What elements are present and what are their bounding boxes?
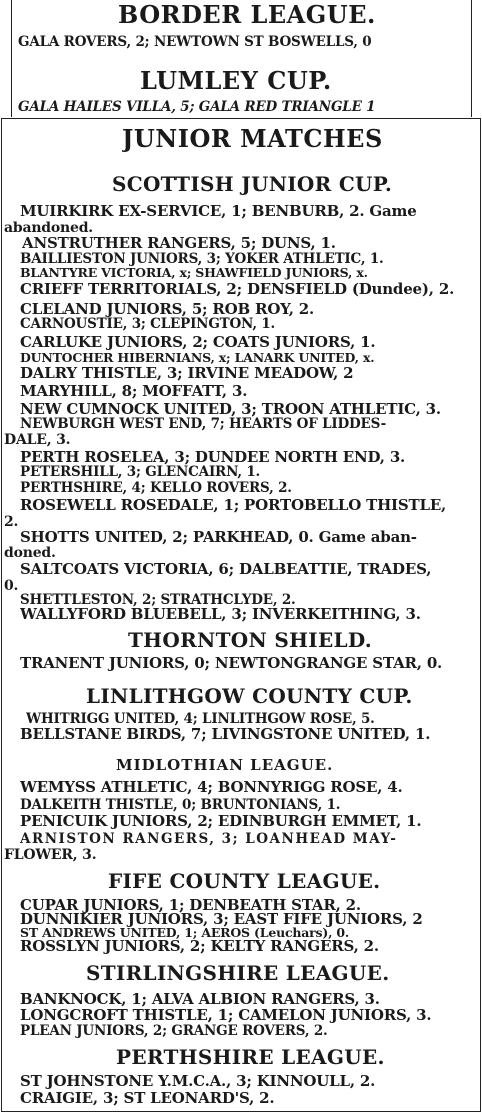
junior-matches-heading: JUNIOR MATCHES [122, 124, 383, 153]
result-line: WHITRIGG UNITED, 4; LINLITHGOW ROSE, 5. [26, 711, 375, 727]
result-line: DALKEITH THISTLE, 0; BRUNTONIANS, 1. [20, 797, 341, 813]
border-league-result: GALA ROVERS, 2; NEWTOWN ST BOSWELLS, 0 [18, 34, 372, 50]
result-line: CRAIGIE, 3; ST LEONARD'S, 2. [20, 1089, 275, 1107]
midlothian-league-heading: MIDLOTHIAN LEAGUE. [116, 756, 334, 774]
result-line: ST JOHNSTONE Y.M.C.A., 3; KINNOULL, 2. [20, 1072, 376, 1090]
result-line-continued: doned. [4, 545, 56, 561]
result-line: ROSSLYN JUNIORS, 2; KELTY RANGERS, 2. [20, 937, 379, 955]
result-line-continued: DALE, 3. [4, 432, 71, 448]
result-line-continued: 2. [4, 514, 19, 530]
result-line: DALRY THISTLE, 3; IRVINE MEADOW, 2 [20, 364, 354, 382]
result-line: PETERSHILL, 3; GLENCAIRN, 1. [20, 464, 261, 480]
result-line: SALTCOATS VICTORIA, 6; DALBEATTIE, TRADES, [20, 560, 432, 578]
linlithgow-county-cup-heading: LINLITHGOW COUNTY CUP. [86, 684, 413, 708]
result-line: ANSTRUTHER RANGERS, 5; DUNS, 1. [22, 234, 336, 252]
border-league-heading: BORDER LEAGUE. [118, 0, 376, 29]
result-line: SHETTLESTON, 2; STRATHCLYDE, 2. [20, 592, 296, 608]
lumley-cup-heading: LUMLEY CUP. [140, 66, 332, 95]
result-line: BELLSTANE BIRDS, 7; LIVINGSTONE UNITED, 1. [20, 725, 431, 743]
result-line: ROSEWELL ROSEDALE, 1; PORTOBELLO THISTLE, [20, 496, 447, 514]
scottish-junior-cup-heading: SCOTTISH JUNIOR CUP. [112, 172, 393, 196]
result-line: CLELAND JUNIORS, 5; ROB ROY, 2. [20, 300, 315, 318]
fife-county-league-heading: FIFE COUNTY LEAGUE. [108, 869, 381, 893]
result-line: DUNNIKIER JUNIORS, 3; EAST FIFE JUNIORS, 2 [20, 910, 423, 928]
result-line: BANKNOCK, 1; ALVA ALBION RANGERS, 3. [20, 990, 380, 1008]
result-line: DUNTOCHER HIBERNIANS, x; LANARK UNITED, x. [20, 350, 375, 365]
result-line: MARYHILL, 8; MOFFATT, 3. [20, 382, 248, 400]
thornton-shield-heading: THORNTON SHIELD. [128, 628, 373, 652]
lumley-cup-result: GALA HAILES VILLA, 5; GALA RED TRIANGLE 1 [18, 99, 376, 115]
result-line: NEW CUMNOCK UNITED, 3; TROON ATHLETIC, 3. [20, 400, 441, 418]
result-line: MUIRKIRK EX-SERVICE, 1; BENBURB, 2. Game [20, 202, 417, 220]
result-line: PLEAN JUNIORS, 2; GRANGE ROVERS, 2. [20, 1023, 328, 1039]
result-line: NEWBURGH WEST END, 7; HEARTS OF LIDDES- [20, 416, 387, 432]
result-line: ST ANDREWS UNITED, 1; AEROS (Leuchars), 0. [20, 925, 350, 940]
result-line: WEMYSS ATHLETIC, 4; BONNYRIGG ROSE, 4. [20, 778, 403, 796]
result-line: CARNOUSTIE, 3; CLEPINGTON, 1. [20, 316, 276, 332]
result-line-continued: FLOWER, 3. [4, 847, 97, 863]
result-line: BLANTYRE VICTORIA, x; SHAWFIELD JUNIORS, x. [20, 265, 368, 280]
result-line-continued: 0. [4, 578, 19, 594]
result-line: TRANENT JUNIORS, 0; NEWTONGRANGE STAR, 0. [20, 654, 443, 672]
perthshire-league-heading: PERTHSHIRE LEAGUE. [116, 1045, 385, 1069]
result-line: SHOTTS UNITED, 2; PARKHEAD, 0. Game aban- [20, 528, 417, 546]
result-line: PERTHSHIRE, 4; KELLO ROVERS, 2. [20, 480, 292, 496]
result-line: CUPAR JUNIORS, 1; DENBEATH STAR, 2. [20, 896, 361, 914]
result-line: PENICUIK JUNIORS, 2; EDINBURGH EMMET, 1. [20, 812, 422, 830]
result-line: CARLUKE JUNIORS, 2; COATS JUNIORS, 1. [20, 333, 376, 351]
result-line: CRIEFF TERRITORIALS, 2; DENSFIELD (Dundee), 2. [20, 280, 455, 298]
result-line: ARNISTON RANGERS, 3; LOANHEAD MAY- [20, 831, 398, 847]
result-line: BAILLIESTON JUNIORS, 3; YOKER ATHLETIC, 1. [20, 251, 384, 267]
result-line-continued: abandoned. [4, 220, 93, 236]
result-line: PERTH ROSELEA, 3; DUNDEE NORTH END, 3. [20, 448, 406, 466]
stirlingshire-league-heading: STIRLINGSHIRE LEAGUE. [86, 961, 390, 985]
result-line: LONGCROFT THISTLE, 1; CAMELON JUNIORS, 3. [20, 1006, 432, 1024]
result-line: WALLYFORD BLUEBELL, 3; INVERKEITHING, 3. [20, 605, 421, 623]
